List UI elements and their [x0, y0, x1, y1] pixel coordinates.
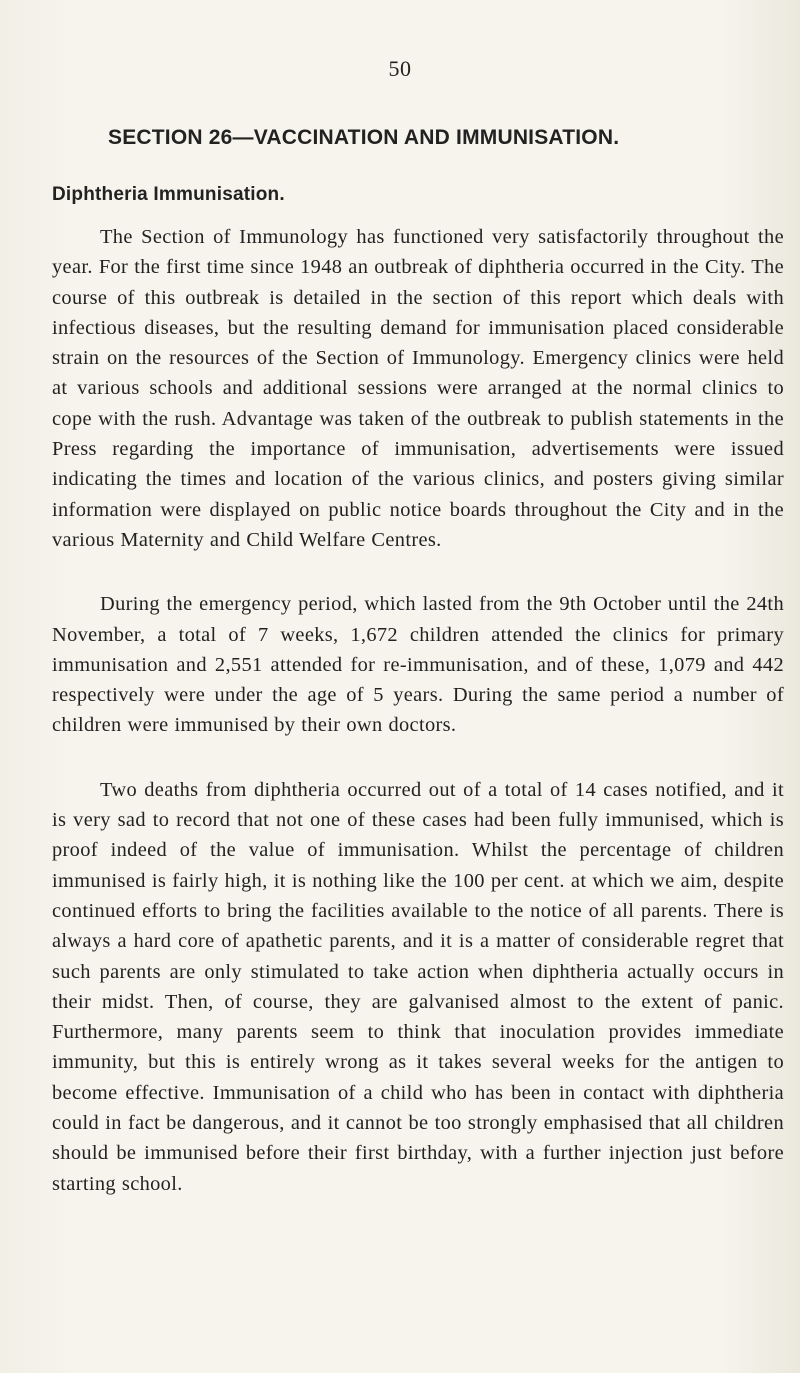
- paragraph: The Section of Immunology has functioned very satisfactorily throughout the year. For the first time since 1948 an outbreak of diphtheria occurred in the City. The course of this outbreak is detailed in the section of this report which deals with infectious diseases, but the resulting demand for immunisation placed considerable strain on the resources of the Section of Immunology. Emergency clinics were held at various schools and additional sessions were arranged at the normal clinics to cope with the rush. Advantage was taken of the outbreak to publish statements in the Press regarding the importance of immunisation, advertisements were issued indicating the times and location of the various clinics, and posters giving similar information were displayed on public notice boards throughout the City and in the various Maternity and Child Welfare Centres.: [52, 226, 784, 551]
- paragraph: During the emergency period, which lasted from the 9th October until the 24th November, a total of 7 weeks, 1,672 children attended the clinics for primary immunisation and 2,551 attended for re-immunisation, and of these, 1,079 and 442 respectively were under the age of 5 years. During the same period a number of children were immunised by their own doctors.: [52, 593, 784, 737]
- body-text: [52, 222, 784, 1233]
- section-heading: SECTION 26—VACCINATION AND IMMUNISATION.: [108, 126, 620, 149]
- page-number: 50: [388, 56, 412, 81]
- paragraph: Two deaths from diphtheria occurred out of a total of 14 cases notified, and it is very sad to record that not one of these cases had been fully immunised, which is proof indeed of the value of immunisation. Whilst the percentage of children immunised is fairly high, it is nothing like the 100 per cent. at which we aim, despite continued efforts to bring the facilities available to the notice of all parents. There is always a hard core of apathetic parents, and it is a matter of considerable regret that such parents are only stimulated to take action when diphtheria actually occurs in their midst. Then, of course, they are galvanised almost to the extent of panic. Furthermore, many parents seem to think that inoculation provides immediate immunity, but this is entirely wrong as it takes several weeks for the antigen to become effective. Immunisation of a child who has been in contact with diphtheria could in fact be dangerous, and it cannot be too strongly emphasised that all children should be immunised before their first birthday, with a further injection just before starting school.: [52, 778, 784, 1195]
- subheading: Diphtheria Immunisation.: [52, 184, 285, 205]
